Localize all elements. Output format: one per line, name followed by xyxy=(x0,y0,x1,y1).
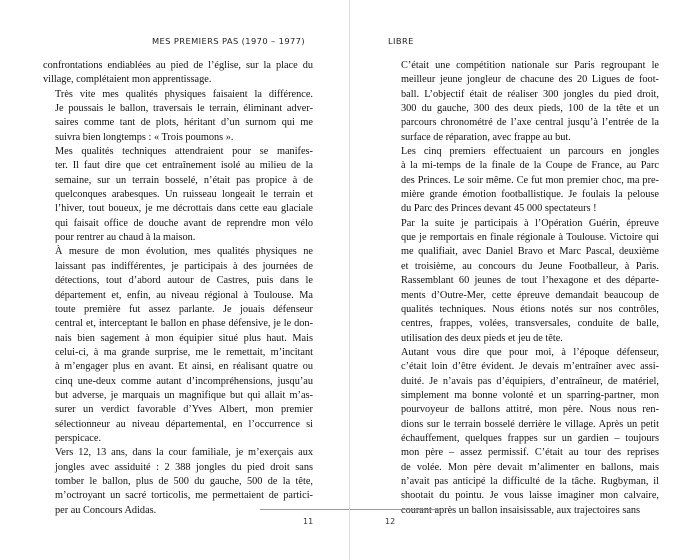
text-line: Rassemblant 60 jeunes de tout l’hexagone et des départe- xyxy=(401,275,659,287)
text-line: Très vite mes qualités physiques faisaient la différence. xyxy=(55,88,313,100)
paragraph xyxy=(43,59,313,88)
text-line: perspicace. xyxy=(55,432,102,444)
text-line: mière grande émotion footballistique. Je foulais la pelouse xyxy=(401,189,659,201)
text-line: du Parc des Princes devant 45 000 spectateurs ! xyxy=(401,203,597,215)
text-line: shootait du pointu. Je vous laisse imaginer mon calvaire, xyxy=(401,490,659,502)
text-line: n’avait pas anticipé la difficulté de la tâche. Rugbyman, il xyxy=(401,475,659,487)
text-line: et troisième, au concours du Jeune Footballeur, à Paris. xyxy=(401,260,659,272)
running-head-left: MES PREMIERS PAS (1970 – 1977) xyxy=(151,36,305,46)
text-line: Vers 12, 13 ans, dans la cour familiale, je m’exerçais aux xyxy=(55,447,313,459)
text-line: mon père – assez permissif. C’était au tour des reprises xyxy=(401,447,659,459)
text-line: Autant vous dire que pour moi, à l’époque défenseur, xyxy=(401,346,659,358)
text-line: centres, frappes, volées, transversales, conduite de balle, xyxy=(401,318,659,330)
text-line: simplement ma bonne volonté et un sparring-partner, mon xyxy=(401,389,659,401)
text-line: C’était une compétition nationale sur Paris regroupant le xyxy=(401,60,659,71)
text-line: qui faisait office de douche avant de reprendre mon vélo xyxy=(55,217,313,229)
paragraph xyxy=(389,145,659,217)
text-line: qualités techniques. Nous étions notés sur nos contrôles, xyxy=(401,303,659,315)
paragraph xyxy=(43,245,313,446)
left-page-text xyxy=(43,59,313,518)
text-line: pourvoyeur de ballons attitré, mon père. Nous nous ren- xyxy=(401,404,659,416)
footer-rule-left xyxy=(260,509,350,510)
text-line: à la mi-temps de la finale de la Coupe de France, au Parc xyxy=(401,160,659,172)
text-line: suivra bien longtemps : « Trois poumons ». xyxy=(55,131,234,143)
text-line: village, complétaient mon apprentissage. xyxy=(43,74,212,86)
text-line: À mesure de mon évolution, mes qualités physiques ne xyxy=(55,246,313,258)
text-line: laissant pas indifférentes, je participais à des journées de xyxy=(55,260,313,272)
text-line: surer un verdict favorable d’Yves Albert, mon premier xyxy=(55,404,313,416)
text-line: dions sur le terrain bosselé derrière le village. Après un petit xyxy=(401,418,659,430)
right-page xyxy=(350,0,700,560)
text-line: confrontations endiablées au pied de l’église, sur la place du xyxy=(43,60,313,71)
text-line: courant après un ballon insaisissable, aux trajectoires sans xyxy=(401,504,641,516)
text-line: c’était loin d’être évident. Je devais m’entraîner avec assi- xyxy=(401,361,659,373)
text-line: l’hiver, tout boueux, je me décrottais dans cette eau glaciale xyxy=(55,203,313,215)
text-line: département et, enfin, au niveau régional à Toulouse. Ma xyxy=(55,289,313,301)
text-line: celui-ci, à ma grande surprise, me le remettait, m’incitant xyxy=(55,346,313,358)
page-number-left: 11 xyxy=(303,517,314,526)
footer-rule-right xyxy=(350,509,440,510)
text-line: cinq une-deux comme autant d’incompréhensions, jusqu’au xyxy=(55,375,313,387)
text-line: quelconques arabesques. Un ruisseau longeait le terrain et xyxy=(55,189,313,201)
text-line: central et, interceptant le ballon en phase défensive, je le don- xyxy=(55,318,313,330)
text-line: parcours chronométré de l’axe central jusqu’à l’entrée de la xyxy=(401,117,659,129)
text-line: semaine, sur un terrain bosselé, n’était pas propice à de xyxy=(55,174,313,186)
text-line: but adverse, je marquais un magnifique but qui allait m’as- xyxy=(55,389,313,401)
text-line: détections, tout d’abord autour de Castres, puis dans le xyxy=(55,275,313,287)
text-line: Par la suite je participais à l’Opération Guérin, épreuve xyxy=(401,217,659,229)
text-line: m’octroyant un sacré torticolis, me permettaient de partici- xyxy=(55,490,313,502)
text-line: ter. Il faut dire que cet entraînement isolé au milieu de la xyxy=(55,160,313,172)
text-line: à m’engager plus en avant. Et ainsi, en réalisant quatre ou xyxy=(55,361,313,373)
text-line: échauffement, quelques frappes sur un gardien – toujours xyxy=(401,432,659,444)
text-line: pour rentrer au chaud à la maison. xyxy=(55,232,196,244)
page-number-right: 12 xyxy=(385,517,396,526)
text-line: saires comme tant de plots, héritant d’un surnom qui me xyxy=(55,117,313,129)
text-line: Je poussais le ballon, traversais le terrain, éliminant adver- xyxy=(55,103,313,115)
text-line: per au Concours Adidas. xyxy=(55,504,157,516)
text-line: Mes qualités techniques attendraient pour se manifes- xyxy=(55,146,313,158)
running-head-right: LIBRE xyxy=(388,36,414,46)
paragraph xyxy=(389,217,659,346)
text-line: me qualifiait, avec Daniel Bravo et Marc Pascal, deuxième xyxy=(401,246,659,258)
text-line: sélectionneur au niveau départemental, en l’occurrence si xyxy=(55,418,313,430)
text-line: duité. Je n’avais pas d’équipiers, d’entraîneur, de matériel, xyxy=(401,375,659,387)
text-line: que je remportais en finale régionale à Toulouse. Victoire qui xyxy=(401,232,659,244)
text-line: jongles avec assiduité : 2 388 jongles du pied droit sans xyxy=(55,461,313,473)
text-line: nais bien sagement à mon équipier situé plus haut. Mais xyxy=(55,332,313,344)
text-line: des Princes. Le soir même. Ce fut mon premier choc, ma pre- xyxy=(401,174,659,186)
paragraph xyxy=(389,346,659,518)
paragraph xyxy=(43,88,313,145)
text-line: 300 du gauche, 300 des deux pieds, 100 de la tête et un xyxy=(401,103,659,115)
text-line: ball. L’objectif était de réaliser 300 jongles du pied droit, xyxy=(401,88,659,100)
text-line: tomber le ballon, plus de 500 du gauche, 500 de la tête, xyxy=(55,475,313,487)
text-line: meilleur jeune jongleur de chacune des 20 Ligues de foot- xyxy=(401,74,659,86)
right-page-text xyxy=(389,59,659,518)
paragraph xyxy=(43,145,313,245)
text-line: toute première fut assez parlante. Je jouais défenseur xyxy=(55,303,313,315)
text-line: de volée. Mon père devait m’alimenter en ballons, mais xyxy=(401,461,659,473)
text-line: ments d’Outre-Mer, cette épreuve demandait beaucoup de xyxy=(401,289,659,301)
text-line: Les cinq premiers effectuaient un parcours en jongles xyxy=(401,146,659,158)
paragraph xyxy=(389,59,659,145)
text-line: utilisation des deux pieds et jeu de tête. xyxy=(401,332,563,344)
paragraph xyxy=(43,446,313,518)
text-line: surface de réparation, avec frappe au but. xyxy=(401,131,571,143)
